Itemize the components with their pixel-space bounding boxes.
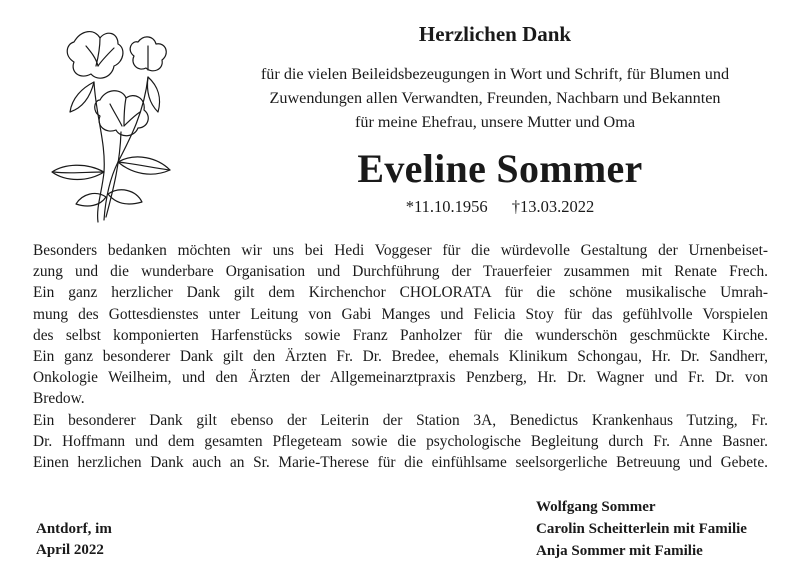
intro-line: Zuwendungen allen Verwandten, Freunden, Nachbarn und Bekannten (269, 89, 721, 107)
signer: Anja Sommer mit Familie (536, 543, 703, 559)
flower-illustration-icon (36, 22, 186, 227)
intro-line: für meine Ehefrau, unsere Mutter und Oma (354, 113, 636, 131)
body-line: Ein ganz besonderer Dank gilt den Ärzten Fr. Dr. Bredee, ehemals Klinikum Schongau, Hr. Dr. Sandherr, (33, 348, 768, 366)
signatories (536, 496, 747, 562)
life-dates (360, 197, 640, 217)
body-line: Onkologie Weilheim, und den Ärzten der Allgemeinarztpraxis Penzberg, Hr. Dr. Wagner und Fr. Dr. von (33, 369, 768, 387)
intro-text (228, 62, 762, 134)
death-date: †13.03.2022 (511, 197, 595, 216)
body-line: Dr. Hoffmann und dem gesamten Pflegeteam sowie die psychologische Begleitung durch Fr. Anne Basner. (33, 432, 768, 450)
body-line: mung des Gottesdienstes unter Leitung von Gabi Manges und Felicia Stoy für das gefühlvolle Vorspielen (33, 305, 768, 323)
signer: Wolfgang Sommer (536, 499, 656, 515)
birth-date: *11.10.1956 (405, 197, 488, 216)
thanks-body (33, 240, 768, 473)
place-line: Antdorf, im (36, 521, 112, 537)
heading: Herzlichen Dank (418, 22, 572, 46)
deceased-name: Eveline Sommer (357, 146, 643, 191)
intro-line: für die vielen Beileidsbezeugungen in Wort und Schrift, für Blumen und (260, 65, 730, 83)
body-line: Einen herzlichen Dank auch an Sr. Marie-Therese für die einfühlsame seelsorgerliche Betreuung und Gebete. (33, 454, 768, 472)
signer: Carolin Scheitterlein mit Familie (536, 521, 747, 537)
body-line: Besonders bedanken möchten wir uns bei Hedi Voggeser für die würdevolle Gestaltung der Urnenbeiset- (33, 242, 768, 259)
body-line: Ein ganz herzlicher Dank gilt dem Kirchenchor CHOLORATA für die schöne musikalische Umrah- (33, 284, 768, 302)
place-date (36, 519, 112, 561)
body-line: zung und die wunderbare Organisation und Durchführung der Trauerfeier zusammen mit Renate Frech. (33, 263, 768, 281)
body-line: des selbst komponierten Harfenstücks sowie Franz Panholzer für die wunderschön geschmückte Kirche. (33, 326, 768, 344)
body-line: Ein besonderer Dank gilt ebenso der Leiterin der Station 3A, Benedictus Krankenhaus Tutzing, Fr. (33, 411, 768, 429)
date-line: April 2022 (36, 542, 104, 558)
body-line: Bredow. (33, 390, 85, 408)
